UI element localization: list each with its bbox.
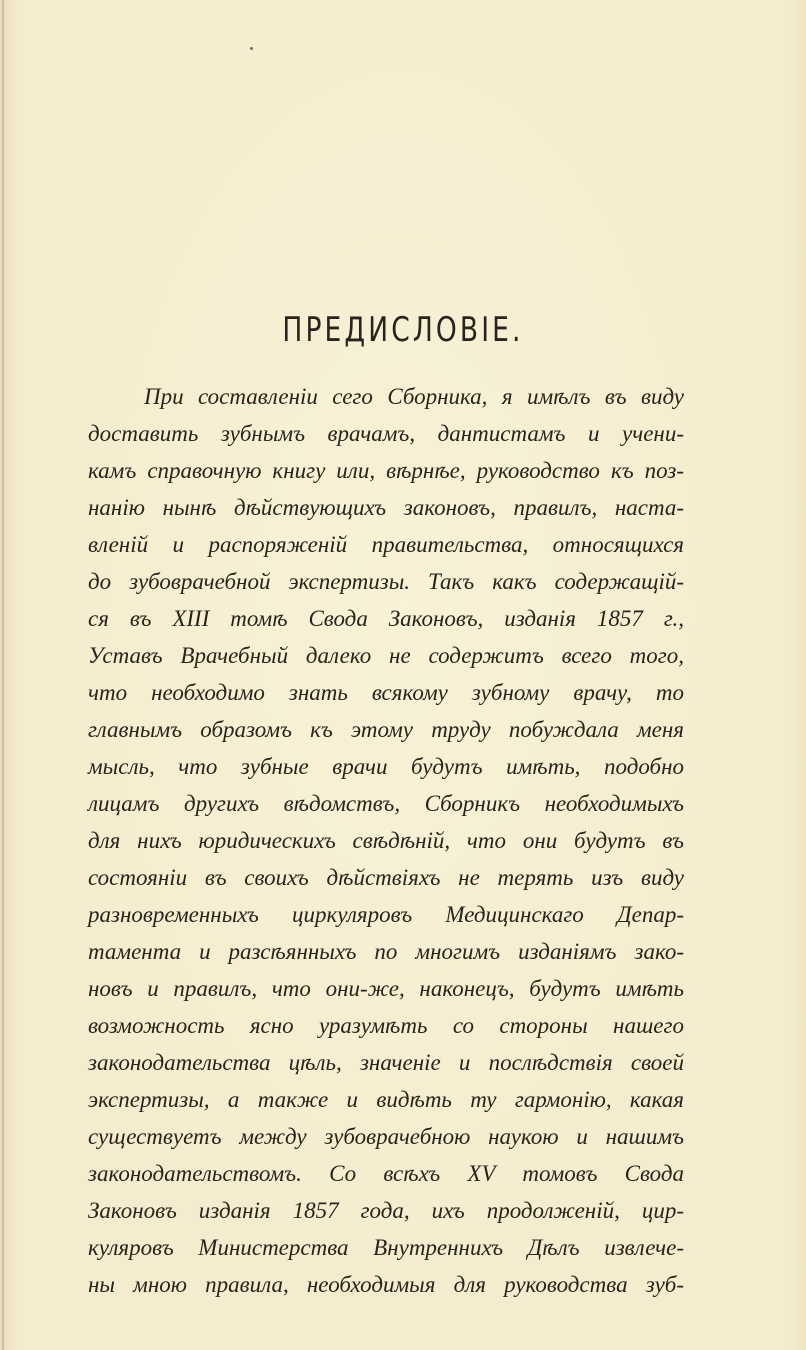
text-line: тамента и разсѣянныхъ по многимъ изданіямъ зако- <box>88 939 684 964</box>
text-line: доставить зубнымъ врачамъ, дантистамъ и учени- <box>88 421 684 446</box>
text-line: новъ и правилъ, что они-же, наконецъ, будутъ имѣть <box>88 976 684 1001</box>
text-line: ны мною правила, необходимыя для руководства зуб- <box>88 1272 684 1297</box>
text-line: главнымъ образомъ къ этому труду побуждала меня <box>88 717 684 742</box>
page-edge <box>2 0 4 1350</box>
paper-speck <box>250 47 253 50</box>
text-line: до зубоврачебной экспертизы. Такъ какъ содержащій- <box>88 569 684 594</box>
text-line: разновременныхъ циркуляровъ Медицинскаго Депар- <box>88 902 684 927</box>
text-line: Уставъ Врачебный далеко не содержитъ всего того, <box>88 643 684 668</box>
preface-paragraph <box>88 378 684 1303</box>
text-line: законодательства цѣль, значеніе и послѣдствія своей <box>88 1050 684 1075</box>
text-line: мысль, что зубные врачи будутъ имѣть, подобно <box>88 754 684 779</box>
text-line: для нихъ юридическихъ свѣдѣній, что они будутъ въ <box>88 828 684 853</box>
text-line: экспертизы, а также и видѣть ту гармонію, какая <box>88 1087 684 1112</box>
text-line: существуетъ между зубоврачебною наукою и нашимъ <box>88 1124 684 1149</box>
text-line: законодательствомъ. Со всѣхъ XV томовъ Свода <box>88 1161 684 1186</box>
page-title: ПРЕДИСЛОВІЕ. <box>282 310 524 350</box>
text-line: При составленіи сего Сборника, я имѣлъ въ виду <box>144 384 684 409</box>
text-line: вленій и распоряженій правительства, относящихся <box>88 532 684 557</box>
text-line: что необходимо знать всякому зубному врачу, то <box>88 680 684 705</box>
text-line: состояніи въ своихъ дѣйствіяхъ не терять изъ виду <box>88 865 684 890</box>
text-line: куляровъ Министерства Внутреннихъ Дѣлъ извлече- <box>88 1235 684 1260</box>
text-line: ся въ XIII томѣ Свода Законовъ, изданія 1857 г., <box>88 606 684 631</box>
text-line: лицамъ другихъ вѣдомствъ, Сборникъ необходимыхъ <box>88 791 684 816</box>
text-line: Законовъ изданія 1857 года, ихъ продолженій, цир- <box>88 1198 684 1223</box>
show-through-mark <box>400 118 422 148</box>
text-line: нанію нынѣ дѣйствующихъ законовъ, правилъ, наста- <box>88 495 684 520</box>
text-line: камъ справочную книгу или, вѣрнѣе, руководство къ поз- <box>88 458 684 483</box>
text-line: возможность ясно уразумѣть со стороны нашего <box>88 1013 684 1038</box>
